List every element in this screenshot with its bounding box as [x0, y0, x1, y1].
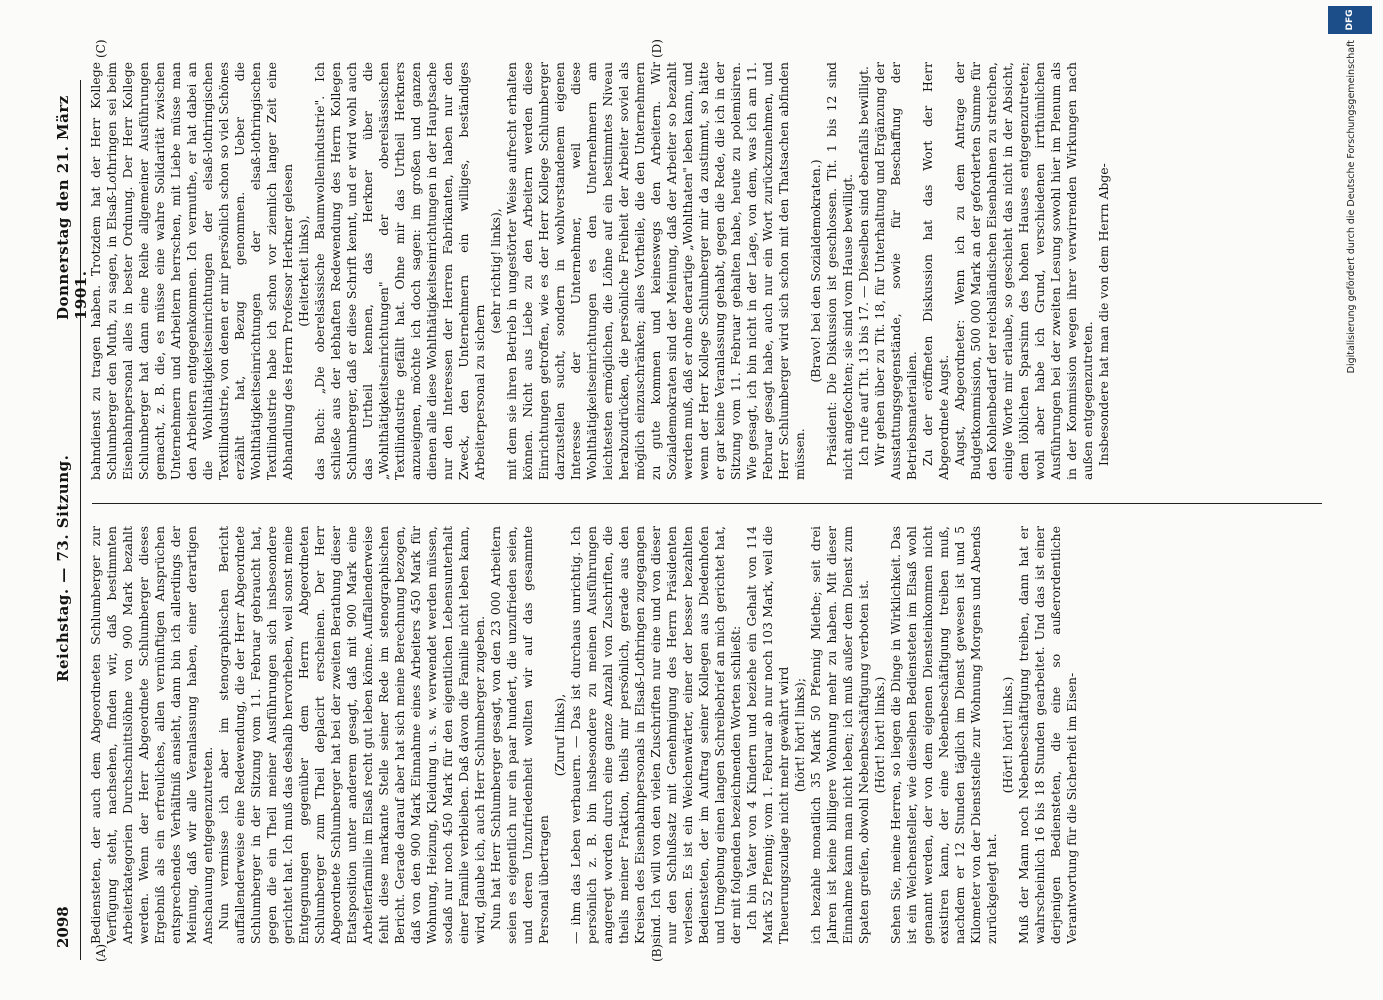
- paragraph: mit dem sie ihren Betrieb in ungestörter Weise aufrecht erhalten können. Nicht aus Liebe zu den Arbeitern werden diese Einrichtungen getroffen, wie es der Herr Kollege Schlumberger darzustellen sucht, sondern in wohlverstandenem eigenen Interesse der Unternehmer, weil diese Wohlthätigkeitseinrichtungen es den Unternehmern am leichtesten ermöglichen, die Löhne auf ein bestimmtes Niveau herabzudrücken, die persönliche Freiheit der Arbeiter soviel als möglich einzuschränken; alles Vortheile, die den Unternehmern zu gute kommen und keineswegs den Arbeitern. Wir Sozialdemokraten sind der Meinung, daß der Arbeiter so bezahlt werden muß, daß er ohne derartige „Wohlthaten" leben kann, und wenn der Herr Kollege Schlumberger mir da zustimmt, so hätte er gar keine Veranlassung gehabt, gegen die Rede, die ich in der Sitzung vom 11. Februar gehalten habe, heute zu polemisiren. Wie gesagt, ich bin nicht in der Lage, von dem, was ich am 11. Februar gesagt habe, auch nur ein Wort zurückzunehmen, und Herr Schlumberger wird sich schon mit den Thatsachen abfinden müssen.: [504, 62, 807, 480]
- paragraph: (sehr richtig! links),: [488, 208, 503, 334]
- paragraph: bahndienst zu tragen haben. Trotzdem hat der Herr Kollege Schlumberger den Muth, zu sagen, in Elsaß-Lothringen sei beim Eisenbahnpersonal alles in bester Ordnung. Der Herr Kollege Schlumberger hat dann eine Reihe allgemeiner Ausführungen gemacht, z. B. die, es müsse eine wahre Solidarität zwischen Unternehmern und Arbeitern herrschen, mit Liebe müsse man den Arbeitern entgegenkommen. Ich vermuthe, er hat dabei an die Wohlthätigkeitseinrichtungen der elsaß-lothringischen Textilindustrie, von denen er mir persönlich schon so viel Schönes erzählt hat, Bezug genommen. Ueber die Wohlthätigkeitseinrichtungen der elsaß-lothringischen Textilindustrie habe ich schon vor ziemlich langer Zeit eine Abhandlung des Herrn Professor Herkner gelesen: [88, 62, 295, 480]
- paragraph: Insbesondere hat man die von dem Herrn Abge-: [1096, 163, 1111, 466]
- paragraph: (Hört! hört! links.): [1000, 676, 1015, 794]
- paragraph: (Heiterkeit links),: [296, 215, 311, 327]
- paragraph: Wir gehen über zu Tit. 18, für Unterhaltung und Ergänzung der Ausstattungsgegenstände, sowie für Beschaffung der Betriebsmaterialien.: [872, 62, 919, 480]
- paragraph: — ihm das Leben verbauern. — Das ist durchaus unrichtig. Ich persönlich z. B. bin insbesondere zu meinen Ausführungen angeregt worden durch eine ganze Anzahl von Zuschriften, die theils meiner Fraktion, theils mir persönlich, gerade aus den Kreisen des Eisenbahnpersonals in Elsaß-Lothringen zugegangen sind. Ich will von den vielen Zuschriften nur eine und von dieser nur den Schlußsatz mit Genehmigung des Herrn Präsidenten verlesen. Es ist ein Weichenwärter, einer der besser bezahlten Bediensteten, der im Auftrag seiner Kollegen aus Diedenhofen und Umgebung einen langen Schreibebrief an mich gerichtet hat, der mit folgenden bezeichnenden Worten schließt:: [568, 526, 743, 944]
- paragraph: Sehen Sie, meine Herren, so liegen die Dinge in Wirklichkeit. Das ist ein Weichensteller, wie dieselben Bediensteten im Elsaß wohl genannt werden, der von dem eigenen Diensteinkommen nicht existiren kann, der eine Nebenbeschäftigung treiben muß, nachdem er 12 Stunden täglich im Dienst gewesen ist und 5 Kilometer von der Dienststelle zur Wohnung Morgens und Abends zurückgelegt hat.: [888, 526, 999, 944]
- margin-marker-d: (D): [650, 39, 664, 58]
- session-date: Donnerstag den 21. März 1901.: [54, 95, 90, 320]
- paragraph: Bediensteten, der auch dem Abgeordneten Schlumberger zur Verfügung steht, nachsehen, finden wir, daß bestimmten Arbeiterkategorien Durchschnittslöhne von 900 Mark bezahlt werden. Wenn der Herr Abgeordnete Schlumberger dieses Ergebniß als ein erfreuliches, allen vernünftigen Ansprüchen entsprechendes Verhältniß ansieht, dann bin ich allerdings der Meinung, daß wir alle Veranlassung haben, einer derartigen Anschauung entgegenzutreten.: [88, 526, 215, 944]
- paragraph: Präsident: Die Diskussion ist geschlossen. Tit. 1 bis 12 sind nicht angefochten; sie sind vom Hause bewilligt.: [824, 62, 855, 480]
- page-header: [40, 80, 90, 960]
- margin-marker-b: (B): [650, 943, 664, 962]
- paragraph: Zu der eröffneten Diskussion hat das Wort der Herr Abgeordnete Augst.: [920, 62, 951, 480]
- margin-marker-c: (C): [94, 39, 108, 58]
- digitization-note: Digitalisierung gefördert durch die Deutsche Forschungsgemeinschaft: [1346, 40, 1357, 374]
- dfg-logo: DFG: [1328, 6, 1372, 34]
- paragraph: Augst, Abgeordneter: Wenn ich zu dem Antrage der Budgetkommission, 500 000 Mark an der geforderten Summe für den Kohlenbedarf der reichsländischen Eisenbahnen zu streichen, einige Worte mir erlaube, so geschieht das nicht in der Absicht, dem löblichen Sparsinn des hohen Hauses entgegenzutreten; wohl aber habe ich Grund, verschiedenen irrthümlichen Ausführungen bei der zweiten Lesung sowohl hier im Plenum als in der Kommission wegen ihrer verwirrenden Wirkungen nach außen entgegenzutreten.: [952, 62, 1095, 480]
- page-number: 2098: [54, 906, 72, 948]
- paragraph: (Hört! hört! links.): [872, 676, 887, 794]
- paragraph: (Bravo! bei den Sozialdemokraten.): [808, 159, 823, 383]
- paragraph: Ich rufe auf Tit. 13 bis 17. — Dieselben sind ebenfalls bewilligt.: [856, 66, 871, 466]
- session-title: Reichstag. — 73. Sitzung.: [54, 454, 72, 682]
- paragraph: ich bezahle monatlich 35 Mark 50 Pfennig Miethe; seit drei Jahren ist keine billigere Wohnung mehr zu haben. Mit dieser Einnahme kann man nicht leben; ich muß außer dem Dienst zum Spaten greifen, obwohl Nebenbeschäftigung verboten ist.: [808, 526, 871, 944]
- margin-marker-a: (A): [94, 943, 108, 962]
- paragraph: das Buch: „Die oberelsässische Baumwollenindustrie". Ich schließe aus der lebhaften Redewendung des Herrn Kollegen Schlumberger, daß er diese Schrift kennt, und er wird wohl auch das Urtheil kennen, das Herkner über die „Wohlthätigkeitseinrichtungen" der oberelsässischen Textilindustrie gefällt hat. Ohne mir das Urtheil Herkners anzueignen, möchte ich doch sagen: im großen und ganzen dienen alle diese Wohlthätigkeitseinrichtungen in der Hauptsache nur den Interessen der Herren Fabrikanten, haben nur den Zweck, den Unternehmern ein williges, beständiges Arbeiterpersonal zu sichern: [312, 62, 487, 480]
- paragraph: Nun vermisse ich aber im stenographischen Bericht auffallenderweise eine Redewendung, die der Herr Abgeordnete Schlumberger in der Sitzung vom 11. Februar gebraucht hat, gegen die ein Theil meiner Ausführungen sich insbesondere gerichtet hat. Ich muß das deshalb hervorheben, weil sonst meine Entgegnungen gegenüber dem Herrn Abgeordneten Schlumberger zum Theil deplacirt erscheinen. Der Herr Abgeordnete Schlumberger hat bei der zweiten Berathung dieser Etatsposition unter anderem gesagt, daß mit 900 Mark eine Arbeiterfamilie im Elsaß recht gut leben könne. Auffallenderweise fehlt diese markante Stelle seiner Rede im stenographischen Bericht. Gerade darauf aber hat sich meine Berechnung bezogen, daß von den 900 Mark Einnahme eines Arbeiters 450 Mark für Wohnung, Heizung, Kleidung u. s. w. verwendet werden müssen, sodaß nur noch 450 Mark für den eigentlichen Lebensunterhalt einer Familie verbleiben. Daß davon die Familie nicht leben kann, wird, glaube ich, auch Herr Schlumberger zugeben.: [216, 526, 487, 944]
- paragraph: (Zuruf links),: [552, 693, 567, 777]
- paragraph: (hört! hört! links);: [792, 677, 807, 793]
- paragraph: Nun hat Herr Schlumberger gesagt, von den 23 000 Arbeitern seien es eigentlich nur ein paar hundert, die unzufrieden seien, und deren Unzufriedenheit wollten wir auf das gesammte Personal übertragen: [488, 526, 551, 944]
- paragraph: Ich bin Vater von 4 Kindern und beziehe ein Gehalt von 114 Mark 52 Pfennig; vom 1. Februar ab nur noch 103 Mark, weil die Theuerungszulage nicht mehr gewährt wird: [744, 526, 791, 944]
- paragraph: Muß der Mann noch Nebenbeschäftigung treiben, dann hat er wahrscheinlich 16 bis 18 Stunden gearbeitet. Und das ist einer derjenigen Bediensteten, die eine so außerordentliche Verantwortung für die Sicherheit im Eisen-: [1016, 526, 1079, 944]
- right-text-column: [88, 62, 1328, 480]
- column-divider: [92, 503, 1322, 504]
- left-text-column: [88, 526, 1328, 944]
